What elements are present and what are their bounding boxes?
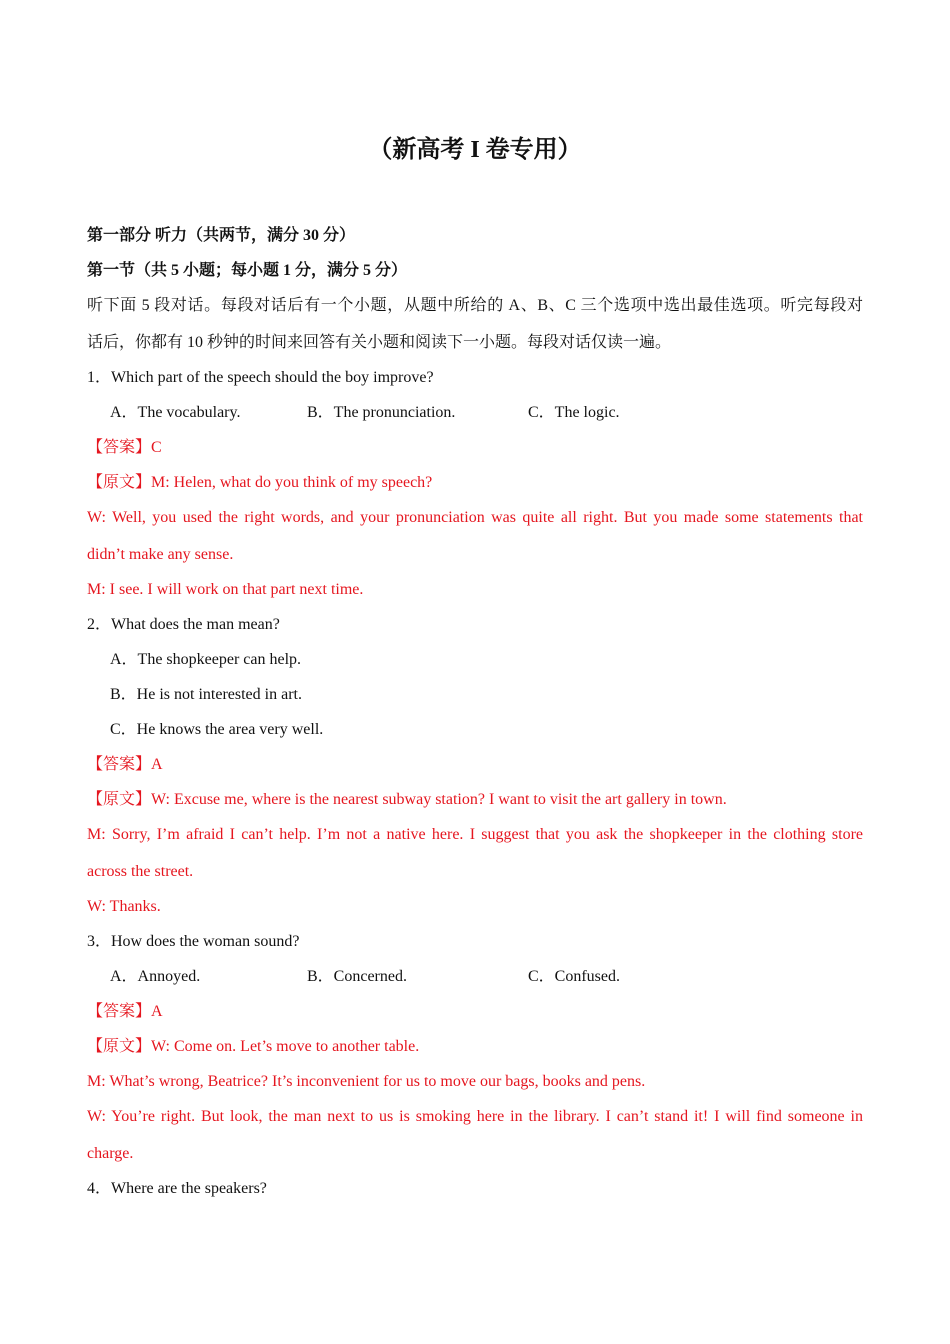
question-3-options [87,962,863,997]
question-1-transcript-line-2: W: Well, you used the right words, and your pronunciation was quite all right. But you made some statements that [87,509,863,526]
page-title: （新高考 I 卷专用） [368,137,582,163]
question-3-option-c: C．Confused. [528,968,621,985]
instructions-line-2: 话后，你都有 10 秒钟的时间来回答有关小题和阅读下一小题。每段对话仅读一遍。 [87,334,672,351]
question-2-transcript-line-1: 【原文】W: Excuse me, where is the nearest subway station? I want to visit the art gallery in town. [87,791,727,808]
question-3-answer: 【答案】A [87,1003,163,1020]
question-1-answer: 【答案】C [87,439,162,456]
question-1-transcript-line-3: didn’t make any sense. [87,546,234,563]
question-2-option-b: B．He is not interested in art. [110,686,302,703]
question-3-option-b: B．Concerned. [307,968,407,985]
question-1-option-c: C．The logic. [528,404,620,421]
question-2-transcript-line-3: across the street. [87,863,194,880]
question-3-option-a: A．Annoyed. [110,968,201,985]
part-heading: 第一部分 听力（共两节，满分 30 分） [87,227,356,244]
question-2-stem: 2．What does the man mean? [87,616,280,633]
question-1-options [87,398,863,433]
question-3-stem: 3．How does the woman sound? [87,933,300,950]
exam-content [87,221,863,1209]
instructions-line-1: 听下面 5 段对话。每段对话后有一个小题，从题中所给的 A、B、C 三个选项中选出最佳选项。听完每段对 [87,297,863,314]
section-heading: 第一节（共 5 小题；每小题 1 分，满分 5 分） [87,262,408,279]
question-2-option-a: A．The shopkeeper can help. [110,651,302,668]
question-2-answer: 【答案】A [87,756,163,773]
question-1-option-b: B．The pronunciation. [307,404,456,421]
question-1-transcript-line-1: 【原文】M: Helen, what do you think of my speech? [87,474,433,491]
question-3-transcript-line-2: M: What’s wrong, Beatrice? It’s inconvenient for us to move our bags, books and pens. [87,1073,646,1090]
question-2-transcript-line-4: W: Thanks. [87,898,161,915]
question-2-transcript-line-2: M: Sorry, I’m afraid I can’t help. I’m not a native here. I suggest that you ask the shopkeeper in the clothing store [87,826,863,843]
question-1-transcript-line-4: M: I see. I will work on that part next time. [87,581,364,598]
question-3-transcript-line-4: charge. [87,1145,134,1162]
question-4-stem: 4．Where are the speakers? [87,1180,267,1197]
question-1-stem: 1．Which part of the speech should the boy improve? [87,369,434,386]
question-2-option-c: C．He knows the area very well. [110,721,324,738]
question-3-transcript-line-3: W: You’re right. But look, the man next to us is smoking here in the library. I can’t stand it! I will find someone in [87,1108,863,1125]
question-1-option-a: A．The vocabulary. [110,404,241,421]
question-3-transcript-line-1: 【原文】W: Come on. Let’s move to another table. [87,1038,420,1055]
